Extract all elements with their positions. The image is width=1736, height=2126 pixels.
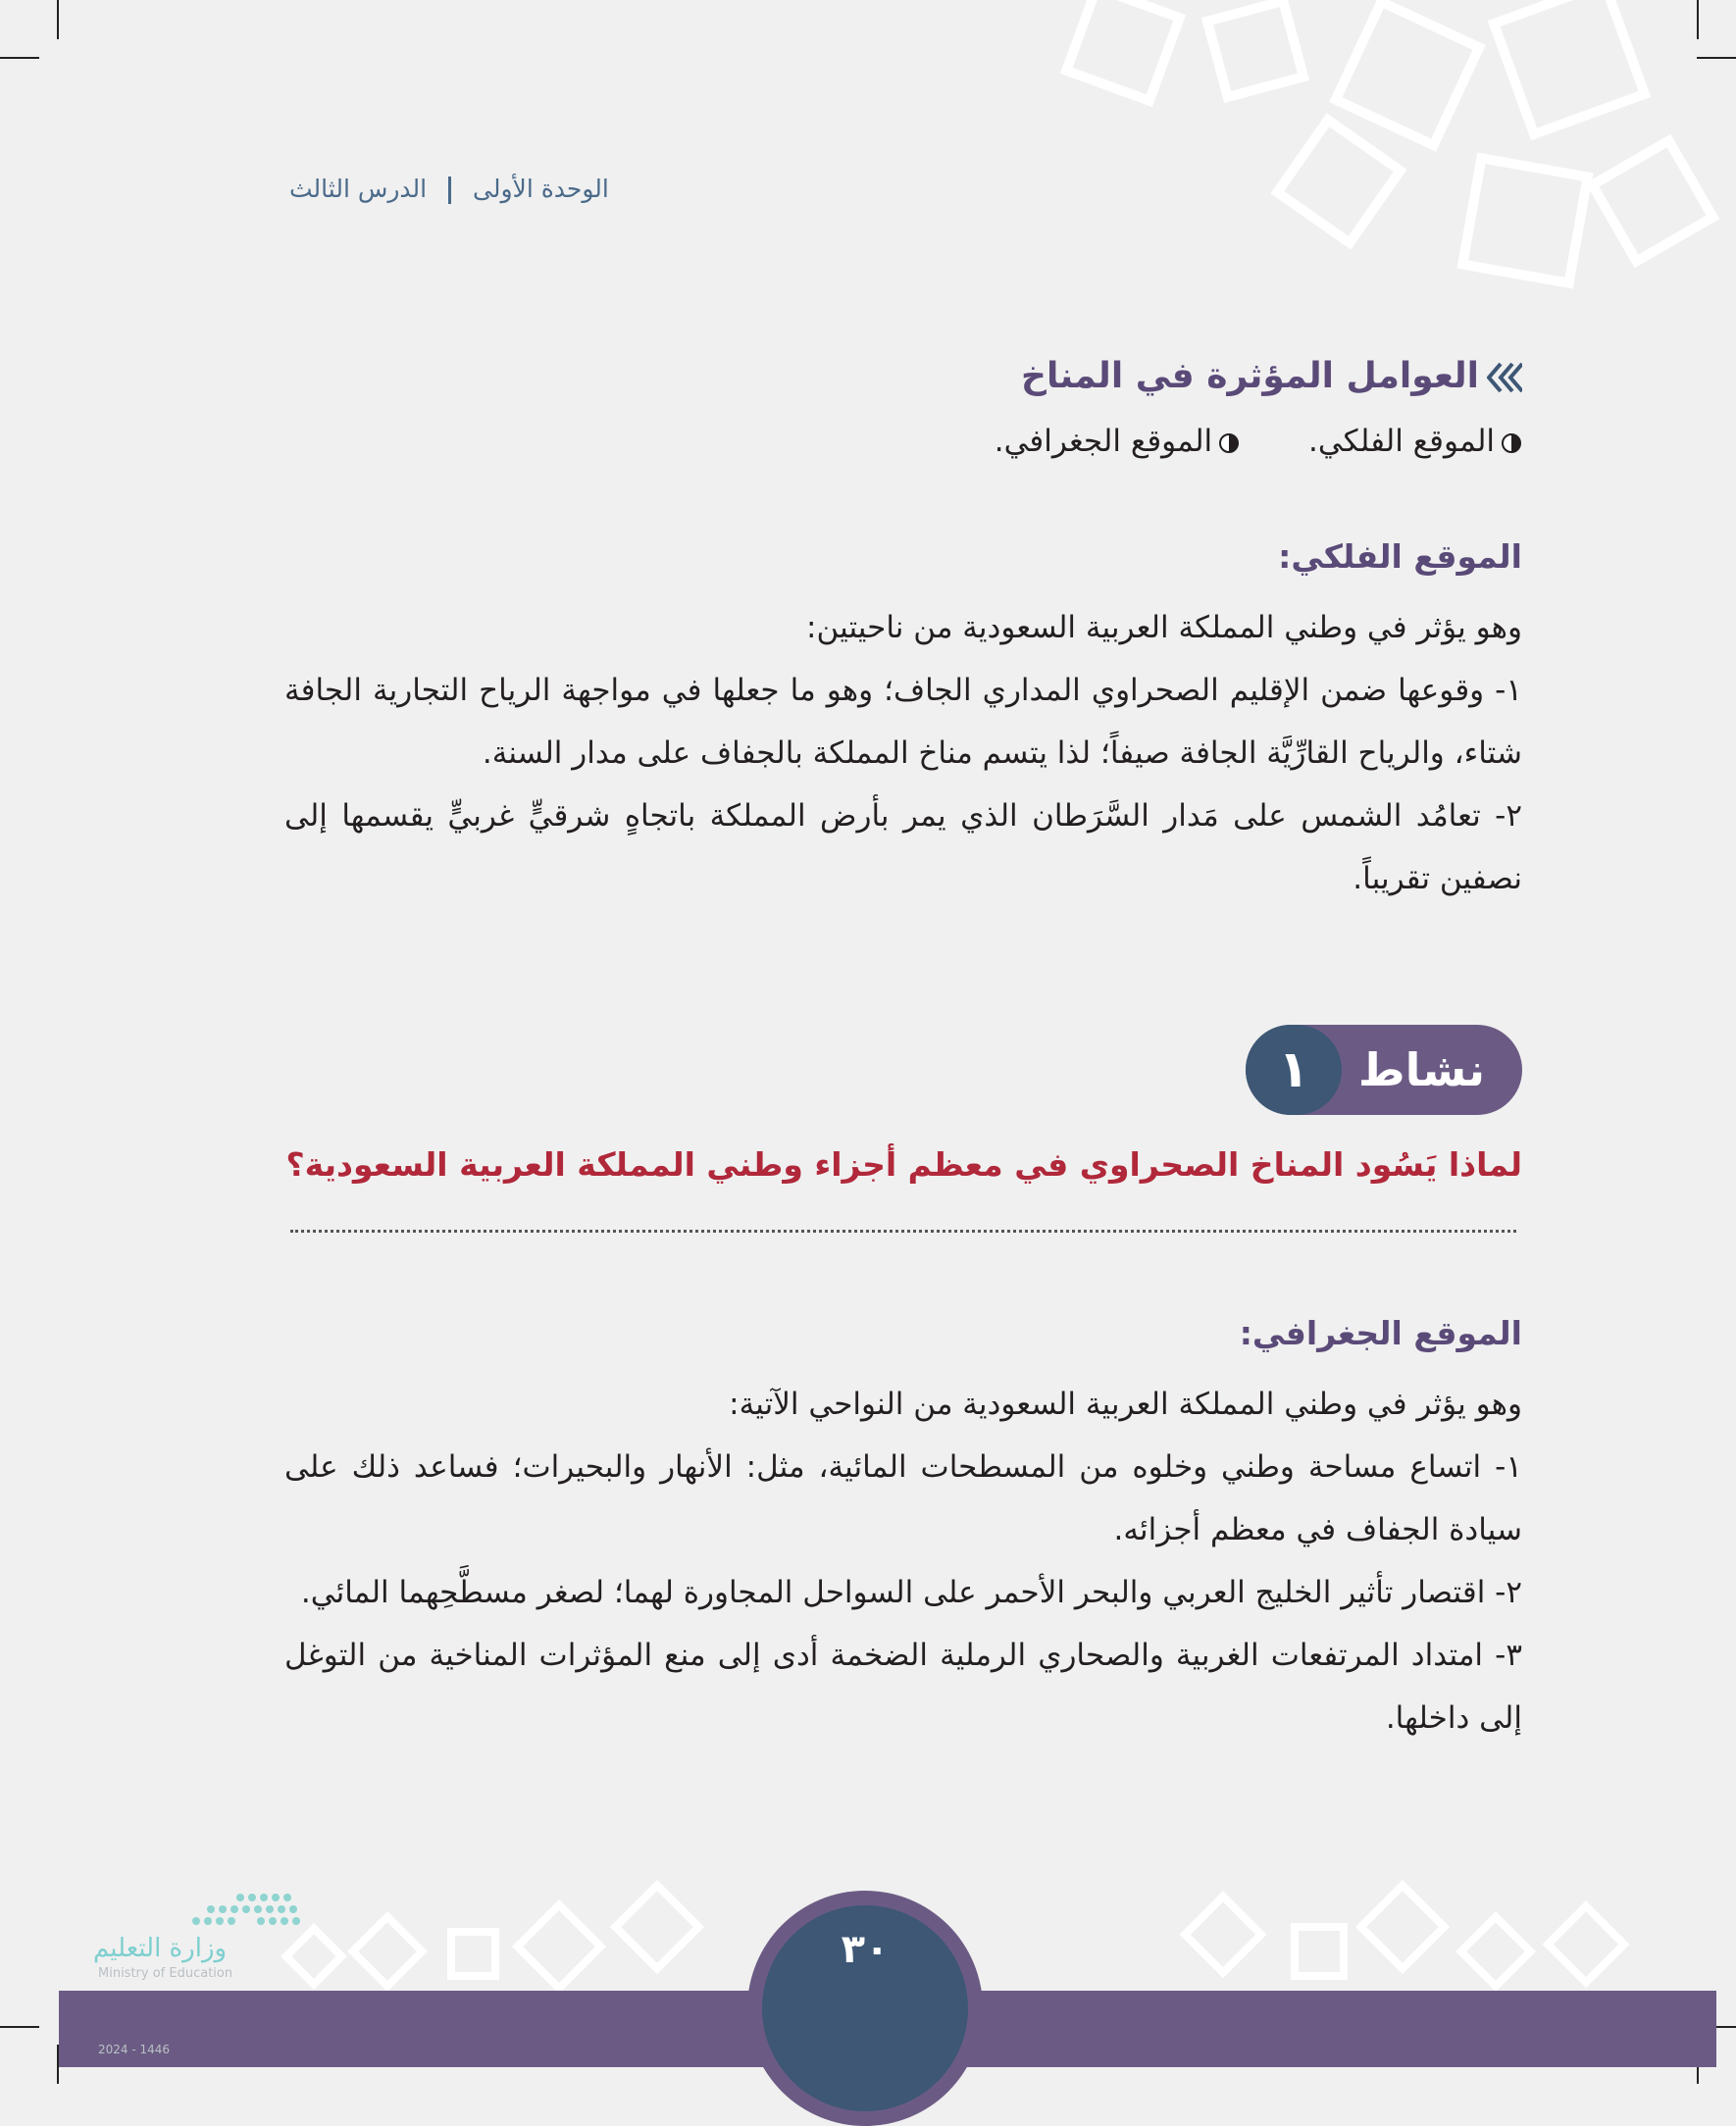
- activity-label: نشاط: [1357, 1043, 1485, 1096]
- list-item: الموقع الجغرافي.: [995, 415, 1240, 469]
- ministry-name-en: Ministry of Education: [98, 1966, 233, 1981]
- factors-list: [284, 415, 1522, 469]
- geographic-point-1: ١- اتساع مساحة وطني وخلوه من المسطحات المائية، مثل: الأنهار والبحيرات؛ فساعد ذلك على سيادة الجفاف في معظم أجزائه.: [284, 1449, 1522, 1547]
- activity-badge: [1246, 1025, 1522, 1115]
- main-content: [284, 338, 1522, 910]
- ministry-name: وزارة التعليم: [93, 1934, 228, 1963]
- decorative-pattern: [1020, 0, 1726, 353]
- astronomical-title: الموقع الفلكي:: [1278, 537, 1522, 576]
- astronomical-point-1: ١- وقوعها ضمن الإقليم الصحراوي المداري الجاف؛ وهو ما جعلها في مواجهة الرياح التجارية الجافة شتاء، والرياح القارِّيَّة الجافة صيفاً؛ لذا يتسم مناخ المملكة بالجفاف على مدار السنة.: [284, 673, 1522, 771]
- decorative-pattern-bottom: [275, 1878, 1707, 1996]
- edition-year: 2024 - 1446: [98, 2043, 171, 2056]
- half-circle-bullet-icon: [1501, 432, 1522, 454]
- unit-label: الوحدة الأولى: [473, 175, 609, 203]
- crop-mark: [57, 0, 59, 39]
- astronomical-intro: وهو يؤثر في وطني المملكة العربية السعودية من ناحيتين:: [806, 610, 1522, 645]
- geographic-point-2: ٢- اقتصار تأثير الخليج العربي والبحر الأحمر على السواحل المجاورة لهما؛ لصغر مسطَّحِهما المائي.: [300, 1575, 1522, 1610]
- page-header: [289, 175, 609, 204]
- header-divider: [448, 177, 451, 204]
- crop-mark: [0, 2026, 39, 2028]
- section-title-text: العوامل المؤثرة في المناخ: [1021, 356, 1479, 396]
- geographic-intro: وهو يؤثر في وطني المملكة العربية السعودية من النواحي الآتية:: [729, 1387, 1522, 1422]
- lesson-label: الدرس الثالث: [289, 175, 428, 203]
- activity-question: لماذا يَسُود المناخ الصحراوي في معظم أجزاء وطني المملكة العربية السعودية؟: [285, 1145, 1522, 1184]
- crop-mark: [0, 57, 39, 59]
- astronomical-point-2: ٢- تعامُد الشمس على مَدار السَّرَطان الذي يمر بأرض المملكة باتجاهٍ شرقيٍّ غربيٍّ يقسمها إلى نصفين تقريباً.: [284, 798, 1522, 896]
- page-number: ٣٠: [841, 1927, 890, 1972]
- geographic-point-3: ٣- امتداد المرتفعات الغربية والصحاري الرملية الضخمة أدى إلى منع المؤثرات المناخية من التوغل إلى داخلها.: [284, 1638, 1522, 1736]
- answer-line[interactable]: [290, 1224, 1516, 1233]
- double-chevron-icon: [1487, 360, 1522, 395]
- section-title: [284, 338, 1522, 415]
- geographic-section: [284, 1294, 1522, 1749]
- activity-number: ١: [1246, 1025, 1342, 1115]
- half-circle-bullet-icon: [1218, 432, 1240, 454]
- geographic-title: الموقع الجغرافي:: [1239, 1314, 1522, 1352]
- list-item: الموقع الفلكي.: [1308, 415, 1522, 469]
